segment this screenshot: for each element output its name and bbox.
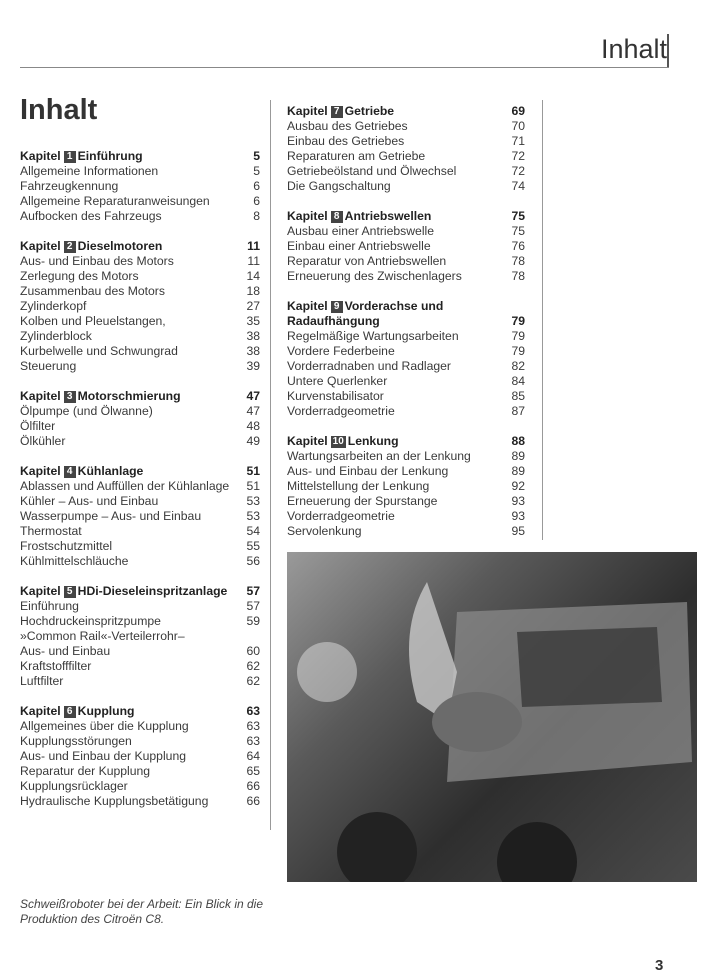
chapter-page: 63 [246, 704, 260, 718]
toc-entry-title: Die Gangschaltung [287, 179, 391, 193]
toc-entry-page: 6 [253, 194, 260, 208]
toc-entry[interactable] [287, 254, 525, 269]
toc-entry-title: Regelmäßige Wartungsarbeiten [287, 329, 459, 343]
chapter-heading[interactable] [287, 104, 525, 119]
toc-entry[interactable] [20, 554, 260, 569]
toc-entry-page: 27 [246, 299, 260, 313]
toc-entry[interactable] [20, 299, 260, 314]
chapter-heading[interactable] [287, 299, 525, 314]
chapter-word: Kapitel [20, 149, 61, 163]
toc-entry[interactable] [20, 419, 260, 434]
toc-entry[interactable] [287, 479, 525, 494]
spacer [20, 224, 260, 239]
toc-entry[interactable] [20, 629, 260, 644]
photo-caption: Schweißroboter bei der Arbeit: Ein Blick in die Produktion des Citroën C8. [20, 897, 263, 926]
toc-entry-page: 66 [246, 779, 260, 793]
toc-entry[interactable] [20, 779, 260, 794]
chapter-number-badge: 4 [64, 466, 76, 478]
toc-entry-title: Luftfilter [20, 674, 64, 688]
toc-entry-page: 53 [246, 509, 260, 523]
toc-entry-page: 89 [511, 464, 525, 478]
toc-entry-title: Einführung [20, 599, 79, 613]
chapter-page: 79 [511, 314, 525, 328]
toc-entry-page: 53 [246, 494, 260, 508]
toc-entry-title: Aus- und Einbau des Motors [20, 254, 174, 268]
chapter-page: 75 [511, 209, 525, 223]
toc-entry-title: Ausbau einer Antriebswelle [287, 224, 435, 238]
chapter-heading[interactable] [287, 314, 525, 329]
chapter-name: Motorschmierung [77, 389, 181, 403]
toc-entry-page: 6 [253, 179, 260, 193]
chapter-word: Kapitel [287, 104, 328, 118]
toc-entry-title: Erneuerung der Spurstange [287, 494, 438, 508]
toc-entry[interactable] [287, 509, 525, 524]
toc-entry-page: 55 [246, 539, 260, 553]
toc-entry-page: 71 [511, 134, 525, 148]
toc-entry-title: »Common Rail«-Verteilerrohr– [20, 629, 185, 643]
toc-entry-page: 87 [511, 404, 525, 418]
toc-entry[interactable] [287, 374, 525, 389]
toc-entry-page: 57 [246, 599, 260, 613]
toc-entry-title: Zusammenbau des Motors [20, 284, 165, 298]
toc-entry[interactable] [20, 734, 260, 749]
photo-welding-robot [287, 552, 697, 882]
toc-entry-title: Mittelstellung der Lenkung [287, 479, 430, 493]
chapter-word: Kapitel [287, 209, 328, 223]
toc-entry[interactable] [287, 449, 525, 464]
toc-entry-title: Steuerung [20, 359, 77, 373]
running-header-title: Inhalt [600, 34, 667, 64]
chapter-heading[interactable] [20, 584, 260, 599]
header-divider [667, 34, 669, 68]
chapter-word: Kapitel [20, 704, 61, 718]
toc-entry[interactable] [20, 284, 260, 299]
toc-entry-title: Kühlmittelschläuche [20, 554, 129, 568]
toc-entry[interactable] [20, 644, 260, 659]
spacer [20, 449, 260, 464]
toc-entry[interactable] [20, 794, 260, 809]
chapter-word: Kapitel [20, 464, 61, 478]
toc-entry-page: 38 [246, 344, 260, 358]
toc-entry-page: 11 [247, 254, 260, 268]
toc-entry[interactable] [20, 509, 260, 524]
chapter-name: HDi-Dieseleinspritzanlage [77, 584, 228, 598]
chapter-word: Kapitel [20, 389, 61, 403]
toc-entry-page: 82 [511, 359, 525, 373]
toc-left-column [20, 149, 260, 809]
toc-entry-page: 51 [246, 479, 260, 493]
chapter-word: Kapitel [287, 434, 328, 448]
toc-entry-title: Aus- und Einbau [20, 644, 111, 658]
toc-entry[interactable] [20, 359, 260, 374]
toc-entry-title: Kurvenstabilisator [287, 389, 384, 403]
chapter-heading[interactable] [20, 149, 260, 164]
toc-entry[interactable] [20, 314, 260, 329]
toc-entry-title: Reparaturen am Getriebe [287, 149, 426, 163]
toc-entry[interactable] [287, 179, 525, 194]
toc-entry[interactable] [287, 464, 525, 479]
toc-entry[interactable] [20, 764, 260, 779]
toc-entry[interactable] [20, 344, 260, 359]
toc-entry[interactable] [20, 404, 260, 419]
toc-entry-title: Einbau des Getriebes [287, 134, 405, 148]
spacer [20, 569, 260, 584]
toc-entry-page: 35 [246, 314, 260, 328]
toc-entry-title: Getriebeölstand und Ölwechsel [287, 164, 457, 178]
chapter-number-badge: 2 [64, 241, 76, 253]
chapter-title [287, 209, 431, 224]
chapter-name: Vorderachse und [344, 299, 444, 313]
toc-entry-title: Kolben und Pleuelstangen, [20, 314, 166, 328]
toc-entry-title: Erneuerung des Zwischenlagers [287, 269, 462, 283]
spacer [20, 374, 260, 389]
toc-entry[interactable] [287, 404, 525, 419]
toc-entry-title: Vorderradgeometrie [287, 509, 395, 523]
chapter-number-badge: 1 [64, 151, 76, 163]
toc-entry-page: 47 [246, 404, 260, 418]
toc-entry-page: 63 [246, 719, 260, 733]
toc-entry-title: Allgemeines über die Kupplung [20, 719, 189, 733]
header-rule [20, 67, 669, 68]
toc-entry-page: 64 [246, 749, 260, 763]
toc-entry-title: Aus- und Einbau der Kupplung [20, 749, 187, 763]
chapter-name: Dieselmotoren [77, 239, 163, 253]
spacer [287, 194, 525, 209]
toc-entry-page: 79 [511, 344, 525, 358]
chapter-title [20, 239, 162, 254]
chapter-page: 51 [246, 464, 260, 478]
toc-entry[interactable] [20, 179, 260, 194]
toc-entry-title: Reparatur der Kupplung [20, 764, 151, 778]
toc-right-column [287, 104, 525, 539]
toc-entry[interactable] [287, 344, 525, 359]
toc-entry-title: Thermostat [20, 524, 82, 538]
toc-entry-title: Allgemeine Reparaturanweisungen [20, 194, 210, 208]
toc-entry-title: Hochdruckeinspritzpumpe [20, 614, 161, 628]
toc-entry-page: 5 [253, 164, 260, 178]
toc-entry-page: 72 [511, 164, 525, 178]
chapter-heading[interactable] [20, 389, 260, 404]
toc-entry-page: 75 [511, 224, 525, 238]
toc-entry[interactable] [287, 359, 525, 374]
chapter-number-badge: 8 [331, 211, 343, 223]
toc-entry-page: 62 [246, 659, 260, 673]
toc-entry-page: 92 [511, 479, 525, 493]
chapter-number-badge: 7 [331, 106, 343, 118]
chapter-heading[interactable] [20, 464, 260, 479]
toc-entry-page: 18 [246, 284, 260, 298]
toc-entry-title: Zylinderkopf [20, 299, 87, 313]
toc-entry-title: Reparatur von Antriebswellen [287, 254, 447, 268]
toc-entry[interactable] [287, 134, 525, 149]
toc-entry[interactable] [287, 494, 525, 509]
toc-entry-title: Kühler – Aus- und Einbau [20, 494, 159, 508]
toc-entry-title: Kupplungsstörungen [20, 734, 132, 748]
chapter-title [287, 434, 399, 449]
toc-entry-page: 95 [511, 524, 525, 538]
chapter-number-badge: 9 [331, 301, 343, 313]
toc-entry-title: Wasserpumpe – Aus- und Einbau [20, 509, 202, 523]
toc-entry-title: Zylinderblock [20, 329, 92, 343]
spacer [20, 689, 260, 704]
toc-entry-title: Hydraulische Kupplungsbetätigung [20, 794, 209, 808]
spacer [287, 284, 525, 299]
toc-entry-page: 49 [246, 434, 260, 448]
toc-entry-title: Frostschutzmittel [20, 539, 113, 553]
chapter-heading[interactable] [287, 434, 525, 449]
toc-entry[interactable] [287, 224, 525, 239]
chapter-title [20, 464, 143, 479]
toc-entry-title: Vorderradgeometrie [287, 404, 395, 418]
chapter-page: 5 [253, 149, 260, 163]
toc-entry-title: Fahrzeugkennung [20, 179, 119, 193]
toc-entry-page: 72 [511, 149, 525, 163]
toc-entry-page: 70 [511, 119, 525, 133]
toc-entry-title: Zerlegung des Motors [20, 269, 139, 283]
chapter-title [20, 584, 227, 599]
chapter-number-badge: 6 [64, 706, 76, 718]
chapter-name: Radaufhängung [287, 314, 380, 328]
chapter-name: Kühlanlage [77, 464, 144, 478]
toc-entry-title: Kupplungsrücklager [20, 779, 128, 793]
toc-entry-page: 59 [246, 614, 260, 628]
toc-entry[interactable] [20, 599, 260, 614]
chapter-heading[interactable] [20, 704, 260, 719]
toc-entry[interactable] [287, 329, 525, 344]
toc-entry-title: Ölpumpe (und Ölwanne) [20, 404, 153, 418]
toc-entry-page: 66 [246, 794, 260, 808]
toc-entry-title: Aufbocken des Fahrzeugs [20, 209, 162, 223]
toc-entry-page: 8 [253, 209, 260, 223]
toc-entry-page: 78 [511, 269, 525, 283]
toc-entry-title: Wartungsarbeiten an der Lenkung [287, 449, 471, 463]
toc-entry-page: 48 [246, 419, 260, 433]
toc-entry[interactable] [20, 254, 260, 269]
toc-entry[interactable] [20, 269, 260, 284]
toc-entry[interactable] [20, 749, 260, 764]
toc-entry-page: 93 [511, 509, 525, 523]
chapter-heading[interactable] [20, 239, 260, 254]
chapter-number-badge: 5 [64, 586, 76, 598]
chapter-word: Kapitel [20, 584, 61, 598]
chapter-title [20, 389, 181, 404]
chapter-page: 69 [511, 104, 525, 118]
chapter-page: 11 [247, 239, 260, 253]
toc-entry-title: Vordere Federbeine [287, 344, 395, 358]
toc-entry-title: Kurbelwelle und Schwungrad [20, 344, 178, 358]
toc-entry-page: 93 [511, 494, 525, 508]
chapter-word: Kapitel [287, 299, 328, 313]
chapter-name: Antriebswellen [344, 209, 432, 223]
toc-entry[interactable] [20, 674, 260, 689]
chapter-title [20, 704, 135, 719]
toc-entry-title: Aus- und Einbau der Lenkung [287, 464, 449, 478]
toc-entry-page: 78 [511, 254, 525, 268]
toc-entry-page: 60 [246, 644, 260, 658]
chapter-title [287, 314, 380, 329]
spacer [287, 419, 525, 434]
toc-entry[interactable] [20, 719, 260, 734]
toc-entry[interactable] [287, 524, 525, 539]
chapter-name: Lenkung [347, 434, 399, 448]
toc-entry-page: 74 [511, 179, 525, 193]
toc-entry[interactable] [287, 239, 525, 254]
toc-entry-title: Ablassen und Auffüllen der Kühlanlage [20, 479, 230, 493]
toc-entry-page: 56 [246, 554, 260, 568]
toc-entry-page: 65 [246, 764, 260, 778]
chapter-page: 88 [511, 434, 525, 448]
toc-entry-page: 54 [246, 524, 260, 538]
toc-entry-page: 89 [511, 449, 525, 463]
toc-entry-title: Allgemeine Informationen [20, 164, 159, 178]
toc-entry[interactable] [287, 389, 525, 404]
chapter-heading[interactable] [287, 209, 525, 224]
toc-entry[interactable] [20, 209, 260, 224]
toc-entry-page: 62 [246, 674, 260, 688]
toc-entry-page: 63 [246, 734, 260, 748]
toc-entry-page: 39 [246, 359, 260, 373]
toc-entry-title: Ölfilter [20, 419, 56, 433]
toc-entry[interactable] [20, 164, 260, 179]
chapter-title [20, 149, 143, 164]
toc-entry[interactable] [20, 329, 260, 344]
chapter-page: 57 [246, 584, 260, 598]
toc-entry[interactable] [20, 194, 260, 209]
chapter-word: Kapitel [20, 239, 61, 253]
toc-entry-title: Kraftstofffilter [20, 659, 92, 673]
chapter-number-badge: 3 [64, 391, 76, 403]
toc-entry-page: 76 [511, 239, 525, 253]
toc-entry-title: Servolenkung [287, 524, 362, 538]
chapter-title [287, 299, 443, 314]
chapter-title [287, 104, 394, 119]
toc-entry-page: 14 [246, 269, 260, 283]
page-title: Inhalt [20, 94, 98, 126]
toc-entry[interactable] [20, 614, 260, 629]
toc-entry[interactable] [287, 149, 525, 164]
chapter-name: Kupplung [77, 704, 135, 718]
toc-entry-title: Einbau einer Antriebswelle [287, 239, 431, 253]
toc-entry-title: Ölkühler [20, 434, 66, 448]
toc-entry-page: 79 [511, 329, 525, 343]
toc-entry-title: Vorderradnaben und Radlager [287, 359, 451, 373]
page-number: 3 [655, 957, 664, 974]
toc-entry[interactable] [20, 524, 260, 539]
toc-entry[interactable] [20, 494, 260, 509]
column-divider [542, 100, 543, 540]
toc-entry[interactable] [287, 164, 525, 179]
chapter-name: Getriebe [344, 104, 395, 118]
toc-entry-page: 85 [511, 389, 525, 403]
toc-entry[interactable] [287, 269, 525, 284]
toc-entry-title: Untere Querlenker [287, 374, 388, 388]
chapter-number-badge: 10 [332, 436, 344, 447]
toc-entry[interactable] [20, 479, 260, 494]
toc-entry[interactable] [287, 119, 525, 134]
chapter-page: 47 [246, 389, 260, 403]
chapter-name: Einführung [77, 149, 143, 163]
toc-entry-page: 38 [246, 329, 260, 343]
toc-entry[interactable] [20, 539, 260, 554]
column-divider [270, 100, 271, 830]
toc-entry-page: 84 [511, 374, 525, 388]
toc-entry-title: Ausbau des Getriebes [287, 119, 408, 133]
toc-entry[interactable] [20, 434, 260, 449]
toc-entry[interactable] [20, 659, 260, 674]
